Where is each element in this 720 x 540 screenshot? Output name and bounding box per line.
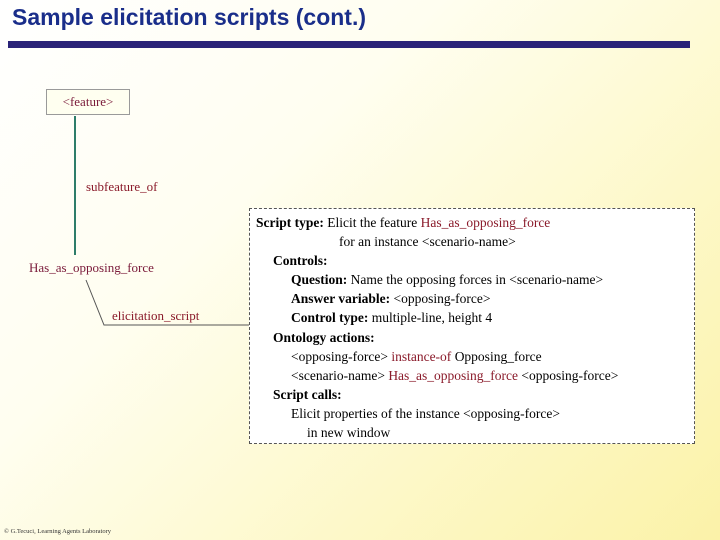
script-calls-line-1: Elicit properties of the instance <opposing-force>	[291, 406, 561, 421]
control-type-label: Control type:	[291, 310, 369, 325]
elicitation-script-box	[249, 208, 695, 444]
script-type-line	[256, 213, 550, 232]
script-calls-line-2: in new window	[307, 425, 391, 440]
script-type-feature: Has_as_opposing_force	[420, 215, 551, 230]
ontology-action-1	[291, 347, 542, 366]
question-label: Question:	[291, 272, 348, 287]
script-type-text: Elicit the feature	[323, 215, 421, 230]
ontology-action-2-subject: <scenario-name>	[291, 368, 389, 383]
control-type-text: multiple-line, height 4	[368, 310, 493, 325]
ontology-action-2	[291, 366, 618, 385]
elicitation-script-link-label: elicitation_script	[112, 308, 200, 323]
has-opposing-force-node: Has_as_opposing_force	[29, 260, 154, 275]
feature-node: <feature>	[46, 89, 130, 115]
question-text: Name the opposing forces in <scenario-name>	[347, 272, 604, 287]
ontology-action-1-object: Opposing_force	[451, 349, 542, 364]
page-title: Sample elicitation scripts (cont.)	[12, 4, 367, 30]
ontology-action-2-object: <opposing-force>	[518, 368, 619, 383]
control-type-line	[291, 308, 492, 327]
answer-variable-text: <opposing-force>	[390, 291, 491, 306]
ontology-action-2-relation: Has_as_opposing_force	[388, 368, 519, 383]
answer-variable-line	[291, 289, 490, 308]
script-type-label: Script type:	[256, 215, 324, 230]
ontology-action-1-relation: instance-of	[391, 349, 452, 364]
copyright-footer: © G.Tecuci, Learning Agents Laboratory	[4, 528, 112, 535]
controls-label: Controls:	[273, 253, 328, 268]
answer-variable-label: Answer variable:	[291, 291, 391, 306]
ontology-action-1-subject: <opposing-force>	[291, 349, 392, 364]
subfeature-link-label: subfeature_of	[86, 179, 158, 194]
script-type-instance-line: for an instance <scenario-name>	[339, 234, 516, 249]
script-calls-label: Script calls:	[273, 387, 342, 402]
question-line	[291, 270, 603, 289]
ontology-actions-label: Ontology actions:	[273, 330, 375, 345]
